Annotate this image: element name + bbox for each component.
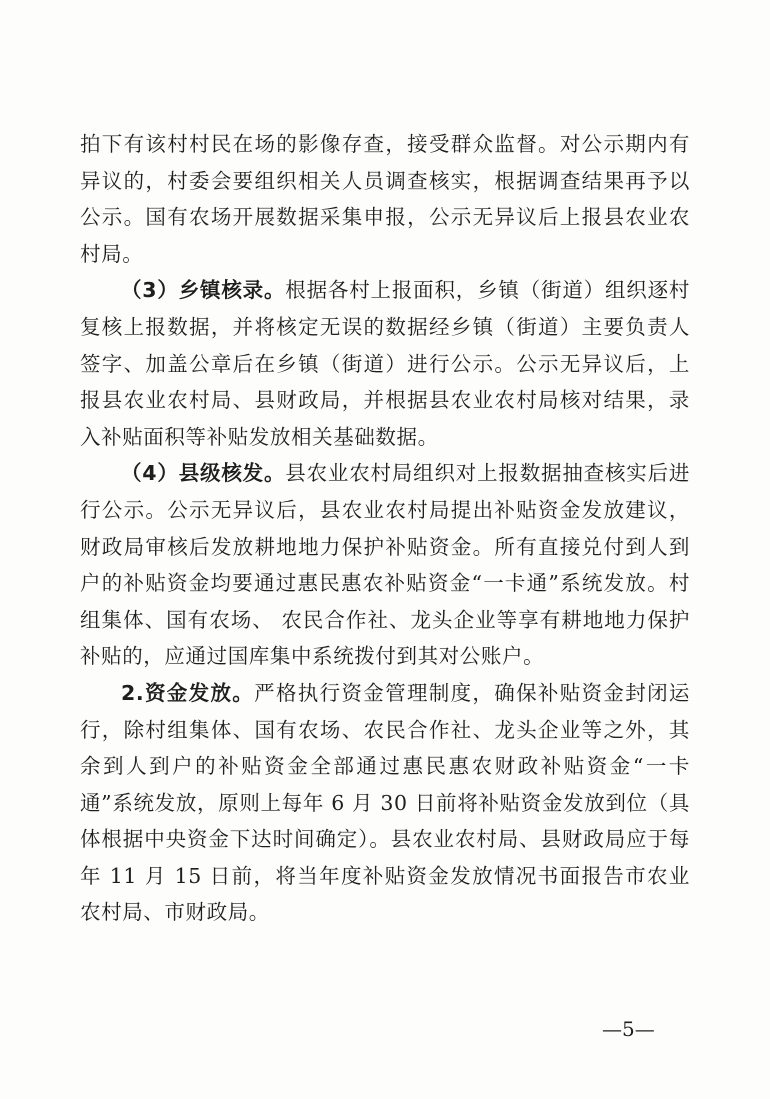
paragraph-fund-distribution — [80, 675, 690, 931]
paragraph-text: 县农业农村局组织对上报数据抽查核实后进行公示。公示无异议后，县农业农村局提出补贴资金发放建议，财政局审核后发放耕地地力保护补贴资金。所有直接兑付到人到户的补贴资金均要通过惠民惠农补贴资金“一卡通”系统发放。村组集体、国有农场、 农民合作社、龙头企业等享有耕地地力保护补贴的，应通过国库集中系统拨付到其对公账户。 — [80, 461, 690, 669]
page-number: —5— — [602, 1017, 655, 1041]
paragraph-text: 拍下有该村村民在场的影像存查，接受群众监督。对公示期内有异议的，村委会要组织相关人员调查核实，根据调查结果再予以公示。国有农场开展数据采集申报，公示无异议后上报县农业农村局。 — [80, 132, 690, 266]
paragraph-township-verification — [80, 272, 690, 455]
paragraph-continuation — [80, 126, 690, 272]
paragraph-heading: 2.资金发放。 — [121, 680, 255, 705]
paragraph-text: 严格执行资金管理制度，确保补贴资金封闭运行，除村组集体、国有农场、农民合作社、龙头企业等之外，其余到人到户的补贴资金全部通过惠民惠农财政补贴资金“一卡通”系统发放，原则上每年 6 月 30 日前将补贴资金发放到位（具体根据中央资金下达时间确定）。县农业农村局、县财政局应于每年 11 月 15 日前，将当年度补贴资金发放情况书面报告市农业农村局、市财政局。 — [80, 680, 690, 925]
paragraph-heading: （4）县级核发。 — [121, 461, 286, 486]
paragraph-heading: （3）乡镇核录。 — [121, 278, 286, 303]
document-body — [80, 126, 690, 931]
paragraph-text: 根据各村上报面积，乡镇（街道）组织逐村复核上报数据，并将核定无误的数据经乡镇（街道）主要负责人签字、加盖公章后在乡镇（街道）进行公示。公示无异议后，上报县农业农村局、县财政局，并根据县农业农村局核对结果，录入补贴面积等补贴发放相关基础数据。 — [80, 278, 690, 449]
paragraph-county-issuance — [80, 455, 690, 675]
